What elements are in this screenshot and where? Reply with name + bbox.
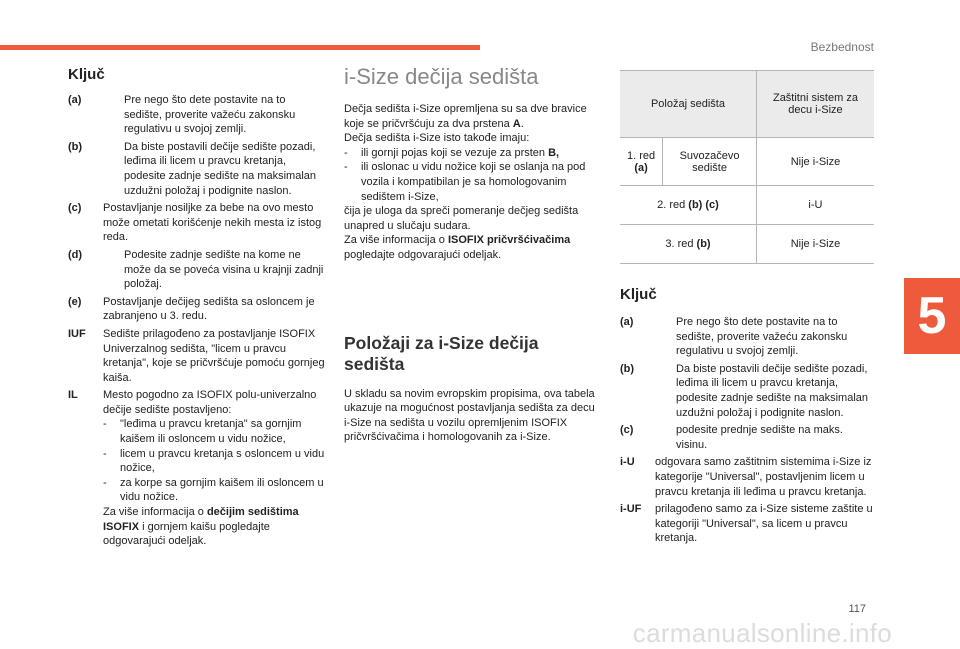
legend-text: Pre nego što dete postavite na to sedište, proverite važeću zakonsku regulativu u svojoj zemlji. — [676, 316, 848, 358]
table-cell: Nije i-Size — [756, 225, 874, 264]
legend-key: i-UF — [620, 503, 642, 516]
table-cell: 1. red (a) — [620, 138, 663, 186]
legend-text: Pre nego što dete postavite na to sedište, proverite važeću zakonsku regulativu u svojoj zemlji. — [124, 94, 296, 136]
page-number: 117 — [848, 603, 866, 615]
section-title: Bezbednost — [810, 40, 874, 54]
left-legend-column — [68, 66, 326, 552]
isize-column — [344, 64, 600, 445]
legend-text: Podesite zadnje sedište na kome ne može da se poveća visina u krajnji zadnji položaj. — [124, 248, 324, 291]
legend-entry — [620, 423, 874, 452]
legend-text: Da biste postavili dečije sedište pozadi, leđima ili licem u pravcu kretanja, podesite zadnje sedište na maksimalan uzdužni položaj i podignite naslon. — [124, 140, 317, 197]
dash-item: - licem u pravcu kretanja s osloncem u vidu nožice, — [103, 447, 325, 475]
legend-text: odgovara samo zaštitnim sistemima i-Size iz kategorije "Universal", postavljenim licem u pravcu kretanja ili leđima u pravcu kretanja. — [655, 456, 872, 498]
table-cell: 2. red (b) (c) — [620, 186, 756, 225]
legend-entry — [620, 455, 874, 499]
right-legend-list — [620, 315, 874, 546]
warning-icon — [655, 423, 676, 452]
chapter-tab: 5 — [904, 278, 960, 354]
left-legend-title: Ključ — [68, 66, 105, 83]
right-legend-title: Ključ — [620, 286, 657, 303]
legend-key: i-U — [620, 456, 635, 469]
table-row — [620, 138, 874, 186]
isize-title: i-Size dečija sedišta — [344, 64, 539, 89]
dash-item: - za korpe sa gornjim kaišem ili osloncem u vidu nožice. — [103, 476, 324, 504]
table-header-cell: Zaštitni sistem za decu i-Size — [756, 71, 874, 138]
dash-item: - ili oslonac u vidu nožice koji se oslanja na pod vozila i kompatibilan je sa homologovanim sedištem i-Size, — [344, 161, 586, 203]
legend-key: IL — [68, 389, 78, 402]
legend-entry-il — [68, 388, 326, 549]
watermark: carmanualsonline.info — [632, 618, 892, 648]
legend-text: Da biste postavili dečije sedište pozadi, leđima ili licem u pravcu kretanja, podesite zadnje sedište na maksimalan uzdužni položaj i podignite naslon. — [676, 362, 869, 419]
legend-entry — [68, 93, 326, 137]
legend-key: (e) — [68, 295, 82, 308]
warning-icon — [103, 140, 124, 198]
legend-text: Postavljanje nosiljke za bebe na ovo mesto može ometati korišćenje nekih mesta iz istog reda. — [103, 202, 322, 244]
warning-icon — [103, 248, 124, 292]
table-row — [620, 186, 874, 225]
legend-entry — [620, 362, 874, 420]
table-header-row — [620, 71, 874, 138]
cross-reference: Za više informacija o dečijim sedištima ISOFIX i gornjem kaišu pogledajte odgovarajući odeljak. — [103, 506, 299, 548]
legend-entry — [68, 248, 326, 292]
warning-icon — [655, 362, 676, 420]
legend-text: prilagođeno samo za i-Size sisteme zaštite u kategoriji "Universal", sa licem u pravcu kretanja. — [655, 503, 873, 545]
legend-text: Postavljanje dečijeg sedišta sa osloncem je zabranjeno u 3. redu. — [103, 295, 315, 323]
legend-entry — [68, 201, 326, 245]
legend-entry — [620, 315, 874, 359]
table-cell: Nije i-Size — [756, 138, 874, 186]
right-column — [620, 70, 874, 549]
legend-key: (d) — [68, 248, 83, 261]
legend-text: Mesto pogodno za ISOFIX polu-univerzalno dečije sedište postavljeno: — [103, 389, 317, 416]
table-cell: 3. red (b) — [620, 225, 756, 264]
isize-table — [620, 70, 874, 264]
warning-icon — [103, 93, 124, 137]
dash-item: - "leđima u pravcu kretanja" sa gornjim kaišem ili osloncem u vidu nožice, — [103, 418, 302, 446]
legend-text: podesite prednje sedište na maks. visinu. — [676, 424, 843, 451]
legend-key: (b) — [620, 362, 635, 375]
positions-title: Položaji za i-Size dečija sedišta — [344, 332, 539, 374]
isize-body: Dečja sedišta i-Size opremljena su sa dve bravice koje se pričvršćuju za dva prstena A. Dečja sedišta i-Size isto takođe imaju: - ili gornji pojas koji se vezuje za prsten B, - ili oslonac u vidu nožice koji se oslanja na pod vozila i kompatibilan je sa homologovanim sedištem i-Size, čija je uloga da spreči pomeranje dečjeg sedišta unapred u slučaju sudara. Za više informacija o ISOFIX pričvršćivačima pogledajte odgovarajući odeljak. — [344, 102, 600, 263]
legend-key: IUF — [68, 327, 86, 340]
warning-icon — [655, 315, 676, 359]
table-header-cell: Položaj sedišta — [620, 71, 756, 138]
legend-entry — [68, 140, 326, 198]
positions-body: U skladu sa novim evropskim propisima, ova tabela ukazuje na mogućnost postavljanja sedišta za decu i-Size na sedišta u vozilu opremljenim ISOFIX pričvršćivačima i homologovanih za i-Size. — [344, 387, 595, 444]
legend-entry — [68, 295, 326, 324]
legend-key: (b) — [68, 140, 83, 153]
legend-key: (c) — [68, 202, 82, 215]
legend-key: (a) — [68, 94, 82, 106]
header-accent-bar — [0, 45, 480, 50]
legend-entry — [68, 327, 326, 385]
left-legend-list — [68, 93, 326, 549]
legend-key: (a) — [620, 316, 634, 328]
table-cell: Suvozačevo sedište — [663, 138, 757, 186]
dash-item: - ili gornji pojas koji se vezuje za prsten B, — [344, 146, 560, 159]
table-cell: i-U — [756, 186, 874, 225]
legend-text: Sedište prilagođeno za postavljanje ISOFIX Univerzalnog sedišta, "licem u pravcu kretanja", koje se pričvršćuje pomoću gornjeg kaiša. — [103, 327, 325, 384]
table-row — [620, 225, 874, 264]
legend-key: (c) — [620, 424, 634, 437]
legend-entry — [620, 502, 874, 546]
